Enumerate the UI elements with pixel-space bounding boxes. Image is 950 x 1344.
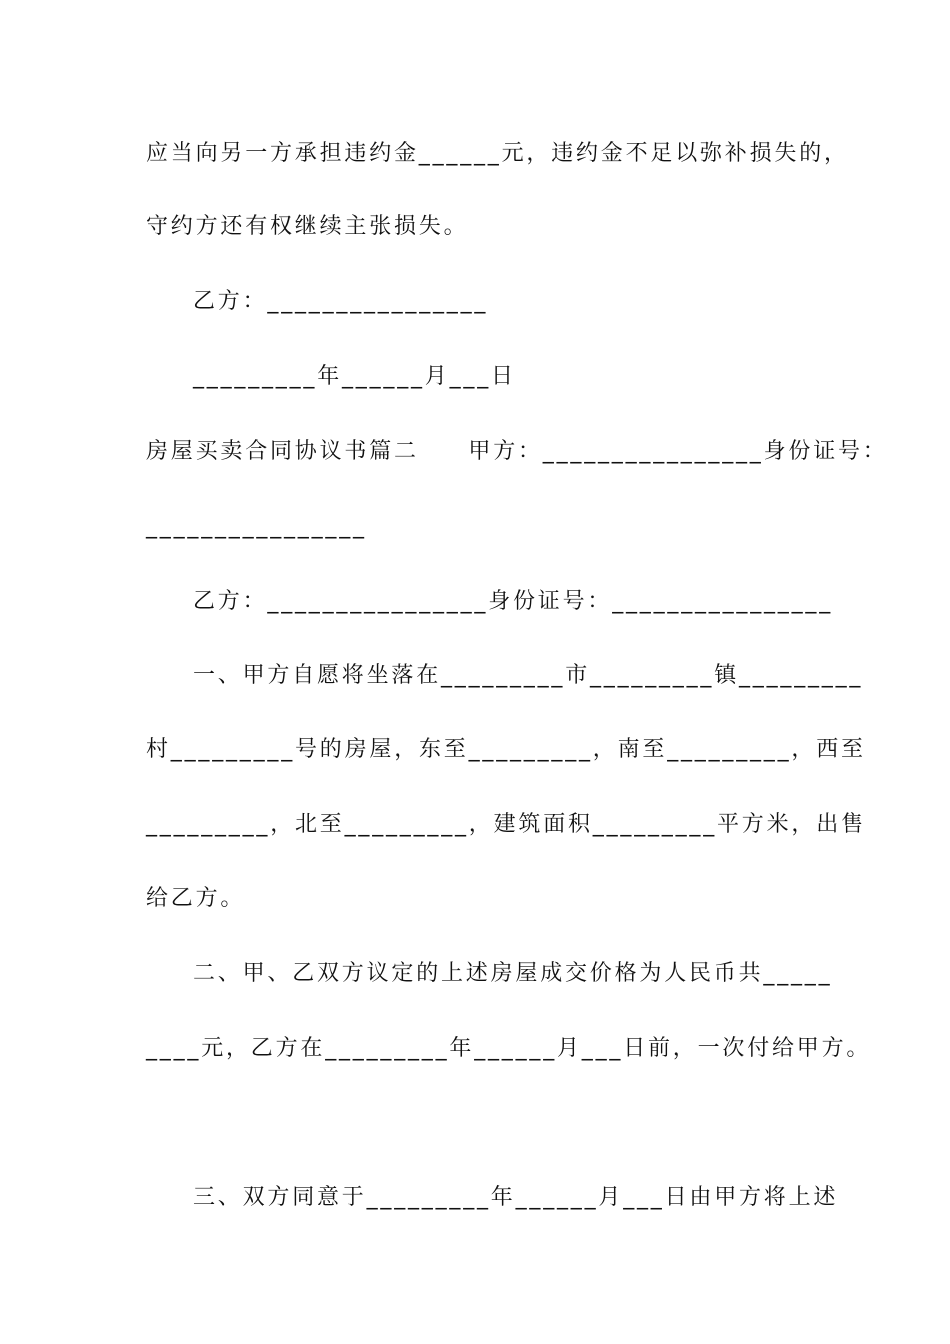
text-line: 三、双方同意于_________年______月___日由甲方将上述 — [193, 1185, 839, 1210]
text-line: _________，北至_________，建筑面积_________平方米，出售 — [146, 812, 866, 837]
text-line: 给乙方。 — [146, 886, 246, 911]
text-line: ________________ — [146, 514, 367, 539]
text-line: 一、甲方自愿将坐落在_________市_________镇_________ — [193, 663, 864, 688]
text-line: 乙方：________________ — [193, 289, 489, 314]
text-line: 村_________号的房屋，东至_________，南至_________，西至 — [146, 737, 866, 762]
text-line: ____元，乙方在_________年______月___日前，一次付给甲方。 — [146, 1036, 872, 1061]
text-line: 乙方：________________身份证号：________________ — [193, 589, 834, 614]
text-line: 应当向另一方承担违约金______元，违约金不足以弥补损失的， — [146, 141, 849, 166]
text-line: 房屋买卖合同协议书篇二 甲方：________________身份证号： — [146, 439, 888, 464]
text-line: 二、甲、乙双方议定的上述房屋成交价格为人民币共_____ — [193, 961, 833, 986]
text-line: _________年______月___日 — [193, 364, 516, 389]
text-line: 守约方还有权继续主张损失。 — [146, 214, 469, 239]
